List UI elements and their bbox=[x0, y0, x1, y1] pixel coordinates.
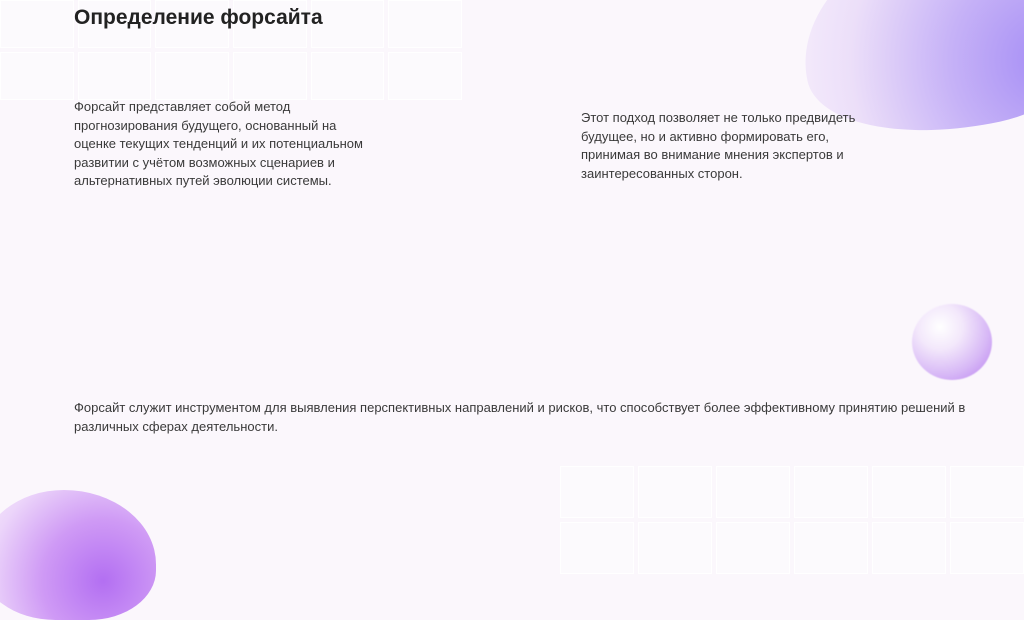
decorative-grid-bottom bbox=[560, 466, 1024, 574]
grid-cell bbox=[638, 466, 712, 518]
grid-cell bbox=[388, 0, 462, 48]
paragraph-method: Форсайт представляет собой метод прогнозирования будущего, основанный на оценке текущих тенденций и их потенциальном развитии с учётом возможных сценариев и альтернативных путей эволюции системы. bbox=[74, 99, 363, 188]
grid-cell bbox=[0, 52, 74, 100]
paragraph-approach: Этот подход позволяет не только предвидеть будущее, но и активно формировать его, принимая во внимание мнения экспертов и заинтересованных сторон. bbox=[581, 110, 856, 181]
grid-cell bbox=[872, 522, 946, 574]
grid-cell bbox=[794, 522, 868, 574]
grid-cell bbox=[388, 52, 462, 100]
grid-cell bbox=[716, 522, 790, 574]
grid-cell bbox=[794, 466, 868, 518]
decorative-blob-bottom-left bbox=[0, 490, 156, 620]
grid-cell bbox=[560, 466, 634, 518]
grid-cell bbox=[155, 52, 229, 100]
grid-cell bbox=[311, 52, 385, 100]
grid-cell bbox=[716, 466, 790, 518]
grid-cell bbox=[560, 522, 634, 574]
paragraph-tool: Форсайт служит инструментом для выявления перспективных направлений и рисков, что способствует более эффективному принятию решений в различных сферах деятельности. bbox=[74, 400, 966, 434]
grid-cell bbox=[233, 52, 307, 100]
grid-cell bbox=[950, 466, 1024, 518]
grid-cell bbox=[950, 522, 1024, 574]
slide-title: Определение форсайта bbox=[74, 6, 323, 29]
decorative-sphere bbox=[912, 304, 992, 380]
grid-cell bbox=[872, 466, 946, 518]
grid-cell bbox=[0, 0, 74, 48]
grid-cell bbox=[638, 522, 712, 574]
grid-cell bbox=[78, 52, 152, 100]
